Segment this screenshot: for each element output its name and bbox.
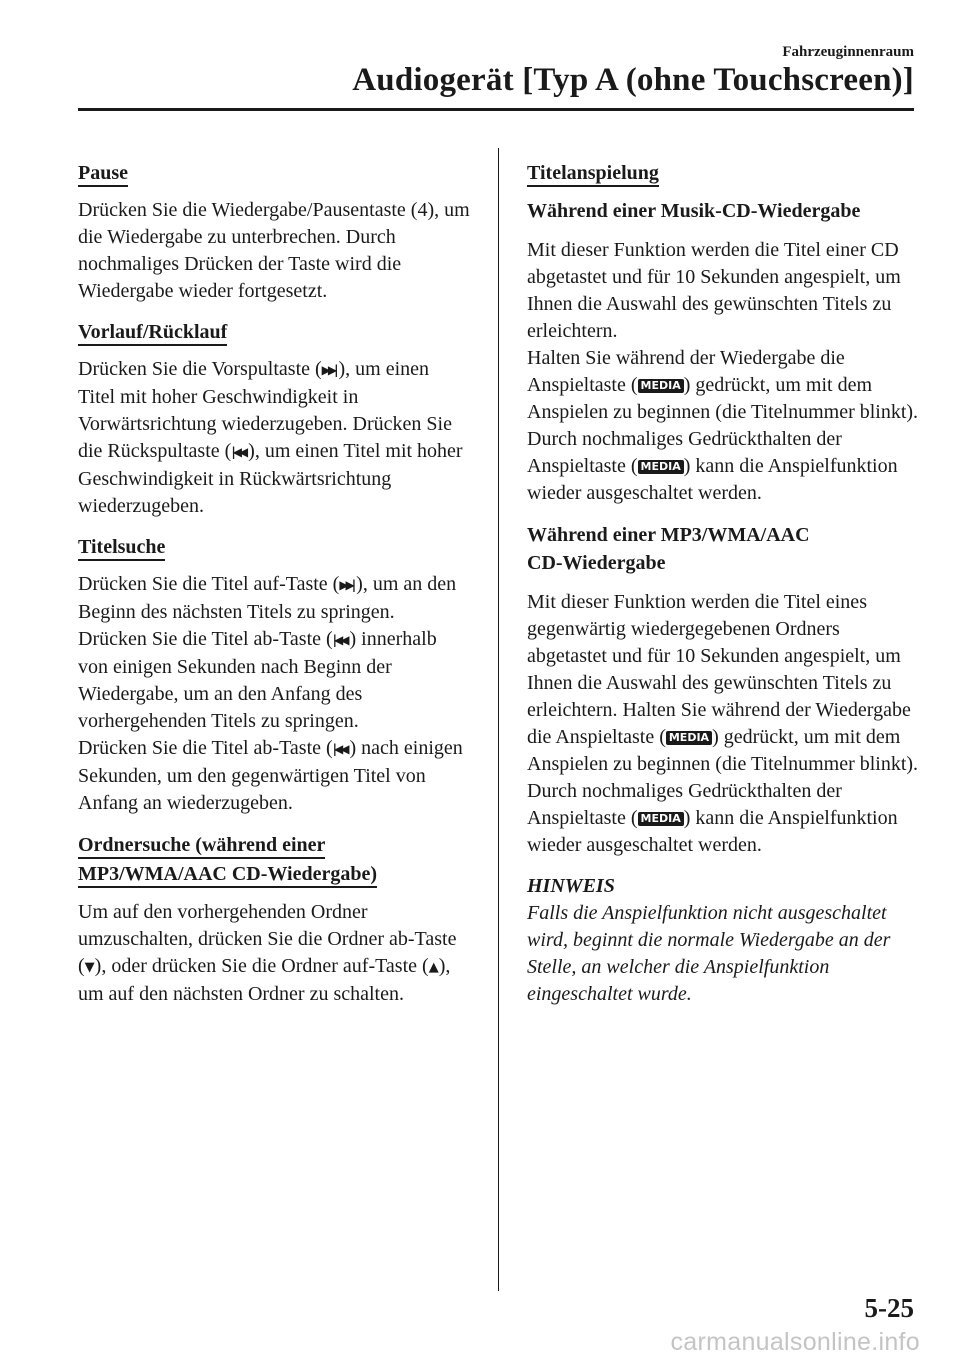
down-arrow-icon: ▼	[84, 960, 95, 975]
folder-text: Um auf den vorhergehenden Ordner umzuschalten, drücken Sie die Ordner ab-Taste (▼), oder drücken Sie die Ordner auf-Taste (▲), um auf den nächsten Ordner zu schalten.	[78, 901, 457, 1005]
rewind-icon: |◀◀	[332, 742, 347, 756]
pause-text: Drücken Sie die Wiedergabe/Pausentaste (4), um die Wiedergabe zu unterbrechen. Durch nochmaliges Drücken der Taste wird die Wiedergabe wieder fortgesetzt.	[78, 199, 470, 302]
page-number: 5-25	[864, 1293, 914, 1323]
heading-titelsuche: Titelsuche	[78, 534, 470, 561]
up-arrow-icon: ▲	[428, 960, 439, 975]
heading-ordnersuche: Ordnersuche (während einer MP3/WMA/AAC CD-Wiedergabe)	[78, 831, 470, 889]
rewind-icon: |◀◀	[332, 633, 347, 647]
search-text: Drücken Sie die Titel auf-Taste (▶▶| ), um an den Beginn des nächsten Titels zu springen. Drücken Sie die Titel ab-Taste (|◀◀ ) innerhalb von einigen Sekunden nach Beginn der Wiedergabe, um an den Anfang des vorhergehenden Titels zu springen. Drücken Sie die Titel ab-Taste (|◀◀ ) nach einigen Sekunden, um den gegenwärtigen Titel von Anfang an wiederzugeben.	[78, 573, 463, 814]
ffrew-text: Drücken Sie die Vorspultaste (▶▶| ), um einen Titel mit hoher Geschwindigkeit in Vorwärtsrichtung wiederzugeben. Drücken Sie die Rückspultaste (|◀◀ ), um einen Titel mit hoher Geschwindigkeit in Rückwärtsrichtung wiederzugeben.	[78, 358, 463, 517]
rewind-icon: |◀◀	[231, 445, 246, 459]
watermark: carmanualsonline.info	[670, 1328, 920, 1356]
page-title: Audiogerät [Typ A (ohne Touchscreen)]	[352, 62, 914, 98]
heading-musik-cd: Während einer Musik-CD-Wiedergabe	[527, 200, 861, 222]
heading-titelanspielung: Titelanspielung	[527, 160, 919, 187]
section-label: Fahrzeuginnenraum	[782, 44, 914, 60]
heading-mp3-cd: Während einer MP3/WMA/AAC CD-Wiedergabe	[527, 524, 810, 574]
scan-cd-text: Mit dieser Funktion werden die Titel einer CD abgetastet und für 10 Sekunden angespielt, um Ihnen die Auswahl des gewünschten Titels zu erleichtern. Halten Sie während der Wiedergabe die Anspieltaste ( MEDIA ) gedrückt, um mit dem Anspielen zu beginnen (die Titelnummer blinkt). Durch nochmaliges Gedrückthalten der Anspieltaste ( MEDIA ) kann die Anspielfunktion wieder ausgeschaltet werden.	[527, 239, 919, 504]
note-text: Falls die Anspielfunktion nicht ausgeschaltet wird, beginnt die normale Wiedergabe an der Stelle, an welcher die Anspielfunktion eingeschaltet wurde.	[527, 902, 891, 1005]
media-icon: MEDIA	[638, 812, 684, 826]
media-icon: MEDIA	[666, 731, 712, 745]
scan-mp3-text: Mit dieser Funktion werden die Titel eines gegenwärtig wiedergegebenen Ordners abgetastet und für 10 Sekunden angespielt, um Ihnen die Auswahl des gewünschten Titels zu erleichtern. Halten Sie während der Wiedergabe die Anspieltaste ( MEDIA ) gedrückt, um mit dem Anspielen zu beginnen (die Titelnummer blinkt). Durch nochmaliges Gedrückthalten der Anspieltaste ( MEDIA ) kann die Anspielfunktion wieder ausgeschaltet werden.	[527, 591, 919, 856]
fast-forward-icon: ▶▶|	[339, 578, 354, 592]
heading-pause: Pause	[78, 160, 470, 187]
column-divider	[498, 148, 499, 1291]
fast-forward-icon: ▶▶|	[321, 363, 336, 377]
header-rule	[78, 108, 914, 111]
note-label: HINWEIS	[527, 875, 615, 897]
right-column	[527, 150, 919, 1008]
media-icon: MEDIA	[638, 460, 684, 474]
media-icon: MEDIA	[638, 379, 684, 393]
heading-vorlauf-ruecklauf: Vorlauf/Rücklauf	[78, 319, 470, 346]
left-column	[78, 150, 470, 1022]
